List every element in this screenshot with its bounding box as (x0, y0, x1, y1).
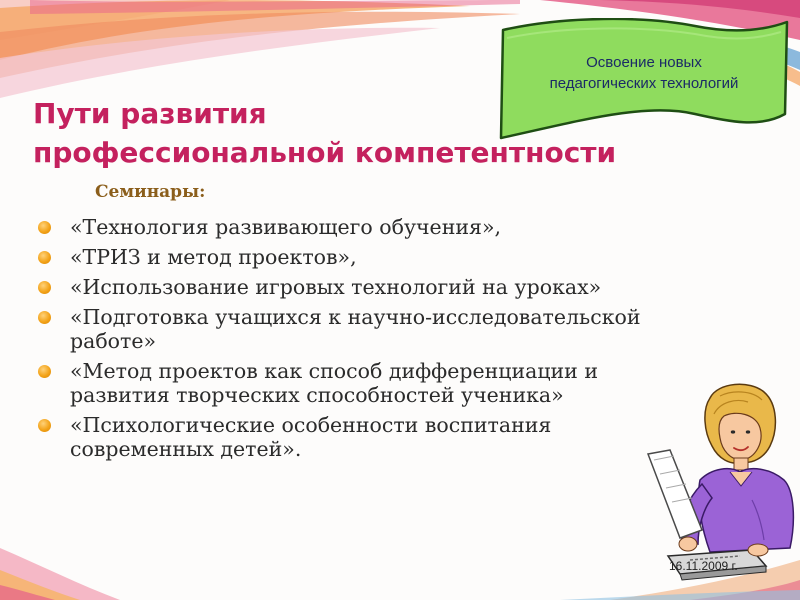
orange-circle-bullet-icon (38, 221, 51, 234)
title-line-1: Пути развития (33, 97, 267, 130)
list-item-text: «Метод проектов как способ дифференциации и развития творческих способностей ученика» (70, 359, 599, 407)
list-item-text: «Подготовка учащихся к научно-исследовательской работе» (70, 305, 641, 353)
list-item-text: «Использование игровых технологий на уроках» (70, 275, 602, 299)
list-item (70, 413, 670, 461)
list-item (70, 359, 670, 407)
orange-circle-bullet-icon (38, 281, 51, 294)
banner-line-1: Освоение новых (586, 54, 702, 71)
list-item (70, 305, 670, 353)
list-item-text: «ТРИЗ и метод проектов», (70, 245, 357, 269)
orange-circle-bullet-icon (38, 419, 51, 432)
list-item (70, 245, 670, 269)
seminar-list (70, 215, 670, 467)
slide-date: 16.11.2009 г. (669, 559, 738, 573)
list-item (70, 275, 670, 299)
slide-title (33, 94, 616, 172)
banner-text (510, 52, 778, 94)
orange-circle-bullet-icon (38, 365, 51, 378)
list-item-text: «Психологические особенности воспитания современных детей». (70, 413, 552, 461)
title-line-2: профессиональной компетентности (33, 136, 617, 169)
orange-circle-bullet-icon (38, 251, 51, 264)
seminars-heading: Семинары: (95, 182, 206, 202)
banner-line-2: педагогических технологий (549, 75, 739, 92)
list-item-text: «Технология развивающего обучения», (70, 215, 502, 239)
list-item (70, 215, 670, 239)
orange-circle-bullet-icon (38, 311, 51, 324)
